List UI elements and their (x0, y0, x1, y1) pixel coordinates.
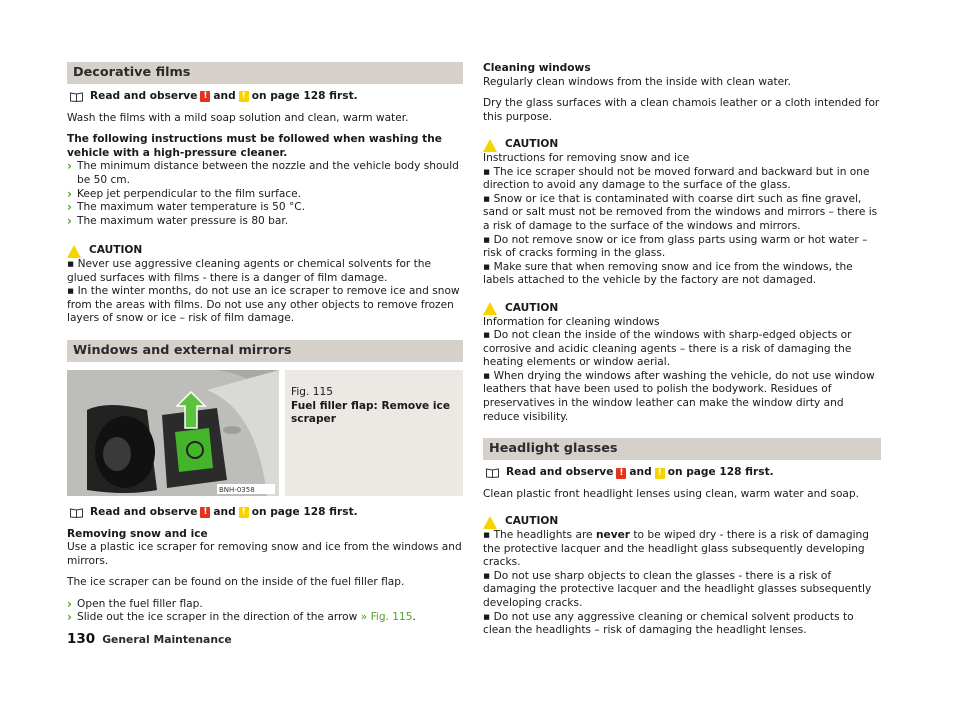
book-icon (70, 92, 83, 102)
chevron-icon: › (67, 213, 72, 228)
caution-triangle-icon (483, 302, 497, 315)
chevron-icon: › (67, 200, 72, 215)
paragraph: Use a plastic ice scraper for removing snow and ice from the windows and mirrors. (67, 541, 462, 567)
caution-heading: CAUTION (483, 302, 881, 316)
caution-title: Information for cleaning windows (483, 315, 660, 328)
book-icon (70, 508, 83, 518)
section-title: Headlight glasses (483, 438, 881, 460)
paragraph: Regularly clean windows from the inside with clean water. (483, 75, 791, 88)
read-observe-note: Read and observe ! and ! on page 128 first. (67, 506, 463, 520)
caution-heading: CAUTION (67, 244, 463, 258)
warning-icon: ! (200, 91, 210, 102)
caution-heading: CAUTION (483, 138, 881, 152)
warning-icon: ! (616, 468, 626, 479)
caution-heading: CAUTION (483, 515, 881, 529)
chevron-icon: › (67, 610, 72, 625)
paragraph: Clean plastic front headlight lenses using clean, warm water and soap. (483, 487, 860, 500)
caution-item: ▪ In the winter months, do not use an ice scraper to remove ice and snow from the areas with films. Do not use any other objects to remove frozen layers of snow or ice – risk of film damage. (67, 285, 460, 325)
figure-link[interactable]: » Fig. 115 (360, 611, 413, 624)
caution-item: ▪ The headlights are never to be wiped dry - there is a risk of damaging the protective lacquer and the headlight glass subsequently developing cracks. (483, 529, 869, 569)
subheading: Removing snow and ice (67, 527, 208, 540)
caution-icon: ! (239, 507, 249, 518)
list-item: › Keep jet perpendicular to the film surface. (67, 186, 302, 201)
caution-item: ▪ Snow or ice that is contaminated with coarse dirt such as fine gravel, sand or salt must not be removed from the windows and mirrors – there is a risk of damage to the surface of the windows and mirrors. (483, 192, 878, 232)
caution-item: ▪ When drying the windows after washing the vehicle, do not use window leathers that have been used to polish the bodywork. Residues of preservatives in the window leather can make the window dirty and reduce visibility. (483, 369, 875, 423)
caution-item: ▪ The ice scraper should not be moved forward and backward but in one direction to avoid any damage to the surface of the glass. (483, 165, 870, 192)
page-number: 130 (67, 631, 96, 647)
caution-icon: ! (239, 91, 249, 102)
list-item: › The minimum distance between the nozzle and the vehicle body should be 50 cm. (67, 159, 459, 186)
caution-triangle-icon (483, 516, 497, 529)
caution-item: ▪ Do not use any aggressive cleaning or chemical solvent products to clean the headlights – risk of damaging the headlight lenses. (483, 610, 854, 637)
caution-item: ▪ Do not remove snow or ice from glass parts using warm or hot water – risk of cracks forming in the glass. (483, 233, 868, 260)
list-item: › Open the fuel filler flap. (67, 596, 203, 611)
read-observe-note: Read and observe ! and ! on page 128 first. (67, 90, 463, 104)
read-observe-note: Read and observe ! and ! on page 128 first. (483, 466, 881, 480)
caution-triangle-icon (483, 139, 497, 152)
fuel-flap-illustration (67, 370, 279, 496)
page-footer (67, 631, 232, 647)
figure-code: BNH-0358 (219, 485, 255, 494)
paragraph: Dry the glass surfaces with a clean chamois leather or a cloth intended for this purpose. (483, 97, 880, 123)
left-column (67, 62, 463, 625)
list-item: › The maximum water pressure is 80 bar. (67, 213, 289, 228)
list-item: › Slide out the ice scraper in the direction of the arrow » Fig. 115. (67, 610, 416, 625)
caution-item: ▪ Do not clean the inside of the windows with sharp-edged objects or corrosive and acidic cleaning agents – there is a risk of damaging the heating elements or window aerial. (483, 329, 852, 369)
caution-icon: ! (655, 468, 665, 479)
caution-item: ▪ Do not use sharp objects to clean the glasses - there is a risk of damaging the protective lacquer and the headlight glasses subsequently developing cracks. (483, 569, 872, 609)
figure-title: Fuel filler flap: Remove ice scraper (291, 399, 451, 426)
figure-label: Fig. 115 (291, 385, 333, 398)
paragraph: The ice scraper can be found on the inside of the fuel filler flap. (67, 576, 405, 589)
book-icon (486, 468, 499, 478)
subheading: Cleaning windows (483, 62, 591, 74)
chevron-icon: › (67, 186, 72, 201)
section-title: Windows and external mirrors (67, 340, 463, 362)
caution-item: ▪ Make sure that when removing snow and ice from the windows, the labels attached to the vehicle by the factory are not damaged. (483, 260, 853, 287)
chevron-icon: › (67, 596, 72, 611)
instruction-heading: The following instructions must be followed when washing the vehicle with a high-pressure cleaner. (67, 133, 442, 159)
figure (67, 370, 463, 496)
intro-text: Wash the films with a mild soap solution and clean, warm water. (67, 111, 409, 124)
right-column (483, 62, 881, 638)
caution-item: ▪ Never use aggressive cleaning agents or chemical solvents for the glued surfaces with films - there is a danger of film damage. (67, 257, 432, 284)
chevron-icon: › (67, 159, 72, 174)
section-title: Decorative films (67, 62, 463, 84)
caution-triangle-icon (67, 245, 81, 258)
warning-icon: ! (200, 507, 210, 518)
list-item: › The maximum water temperature is 50 °C. (67, 200, 306, 215)
chapter-title: General Maintenance (102, 633, 232, 646)
fuel-flap-image (67, 370, 279, 496)
figure-caption (285, 370, 463, 496)
caution-title: Instructions for removing snow and ice (483, 151, 690, 164)
